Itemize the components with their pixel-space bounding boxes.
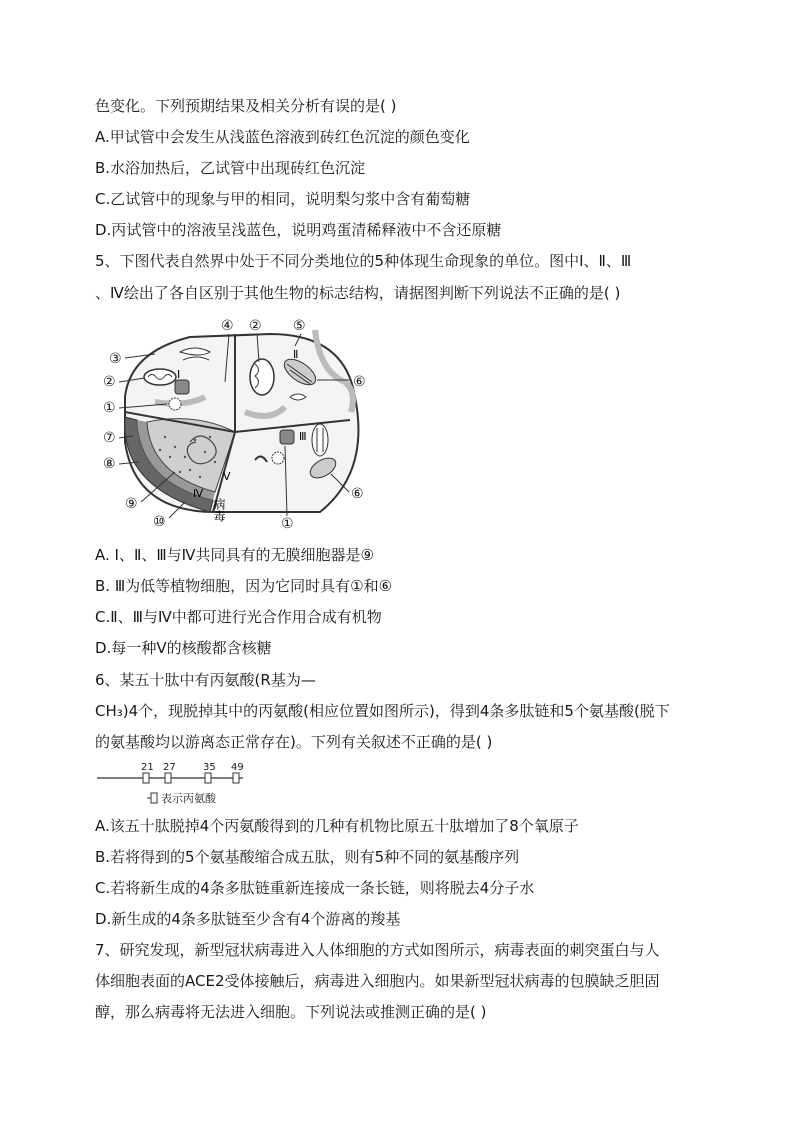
callout-6-bottom: ⑥ bbox=[351, 486, 364, 502]
q6-option-b: B.若将得到的5个氨基酸缩合成五肽，则有5种不同的氨基酸序列 bbox=[95, 848, 520, 866]
q7-stem-line3: 醇，那么病毒将无法进入细胞。下列说法或推测正确的是( ) bbox=[95, 1003, 487, 1021]
region-label-ii: Ⅱ bbox=[293, 348, 299, 361]
q4-stem-tail: 色变化。下列预期结果及相关分析有误的是( ) bbox=[95, 97, 397, 115]
alanine-marker-1 bbox=[143, 773, 149, 783]
q5-stem-line1: 5、下图代表自然界中处于不同分类地位的5种体现生命现象的单位。图中Ⅰ、Ⅱ、Ⅲ bbox=[95, 252, 632, 270]
callout-3: ③ bbox=[109, 351, 122, 367]
q6-option-d: D.新生成的4条多肽链至少含有4个游离的羧基 bbox=[95, 910, 401, 928]
region-label-v: Ⅴ bbox=[223, 470, 231, 483]
q6-stem-line1: 6、某五十肽中有丙氨酸(R基为— bbox=[95, 671, 316, 689]
q5-option-a: A. Ⅰ、Ⅱ、Ⅲ与Ⅳ共同具有的无膜细胞器是⑨ bbox=[95, 546, 374, 564]
q6-stem-line2: CH₃)4个，现脱掉其中的丙氨酸(相应位置如图所示)，得到4条多肽链和5个氨基酸(脱下 bbox=[95, 702, 670, 720]
q5-option-d: D.每一种Ⅴ的核酸都含核糖 bbox=[95, 639, 272, 657]
q5-option-c: C.Ⅱ、Ⅲ与Ⅳ中都可进行光合作用合成有机物 bbox=[95, 608, 382, 626]
callout-10: ⑩ bbox=[153, 514, 166, 530]
q7-stem-line2: 体细胞表面的ACE2受体接触后，病毒进入细胞内。如果新型冠状病毒的包膜缺乏胆固 bbox=[95, 972, 660, 990]
region-label-iv: Ⅳ bbox=[193, 487, 204, 500]
callout-7: ⑦ bbox=[103, 430, 116, 446]
position-21: 21 bbox=[141, 762, 154, 773]
q4-option-d: D.丙试管中的溶液呈浅蓝色，说明鸡蛋清稀释液中不含还原糖 bbox=[95, 221, 502, 239]
region-label-iii: Ⅲ bbox=[299, 430, 307, 443]
callout-8: ⑧ bbox=[103, 456, 116, 472]
callout-9: ⑨ bbox=[125, 496, 138, 512]
callout-5: ⑤ bbox=[293, 318, 306, 334]
q4-option-b: B.水浴加热后，乙试管中出现砖红色沉淀 bbox=[95, 159, 366, 177]
alanine-marker-3 bbox=[205, 773, 211, 783]
q5-stem-line2: 、Ⅳ绘出了各自区别于其他生物的标志结构，请据图判断下列说法不正确的是( ) bbox=[95, 284, 621, 302]
q4-option-a: A.甲试管中会发生从浅蓝色溶液到砖红色沉淀的颜色变化 bbox=[95, 128, 470, 146]
callout-4: ④ bbox=[221, 318, 234, 334]
virus-label: 病毒 bbox=[212, 498, 226, 522]
alanine-marker-2 bbox=[165, 773, 171, 783]
q6-peptide-figure bbox=[95, 760, 265, 810]
callout-2-top: ② bbox=[249, 318, 262, 334]
q6-stem-line3: 的氨基酸均以游离态正常存在)。下列有关叙述不正确的是( ) bbox=[95, 733, 493, 751]
position-35: 35 bbox=[203, 762, 216, 773]
q6-option-a: A.该五十肽脱掉4个丙氨酸得到的几种有机物比原五十肽增加了8个氧原子 bbox=[95, 817, 579, 835]
position-27: 27 bbox=[163, 762, 176, 773]
legend-alanine-marker bbox=[151, 793, 157, 803]
alanine-marker-4 bbox=[233, 773, 239, 783]
q6-option-c: C.若将新生成的4条多肽链重新连接成一条长链，则将脱去4分子水 bbox=[95, 879, 535, 897]
region-label-i: I bbox=[177, 368, 181, 381]
callout-2-left: ② bbox=[103, 374, 116, 390]
callout-6-top: ⑥ bbox=[353, 374, 366, 390]
q5-cell-figure bbox=[95, 312, 385, 534]
q5-option-b: B. Ⅲ为低等植物细胞，因为它同时具有①和⑥ bbox=[95, 577, 393, 595]
legend-text: 表示丙氨酸 bbox=[161, 792, 216, 805]
callout-1-left: ① bbox=[103, 400, 116, 416]
q4-option-c: C.乙试管中的现象与甲的相同，说明梨匀浆中含有葡萄糖 bbox=[95, 190, 471, 208]
q7-stem-line1: 7、研究发现，新型冠状病毒进入人体细胞的方式如图所示，病毒表面的刺突蛋白与人 bbox=[95, 941, 660, 959]
callout-1-bottom: ① bbox=[281, 516, 294, 532]
position-49: 49 bbox=[231, 762, 244, 773]
